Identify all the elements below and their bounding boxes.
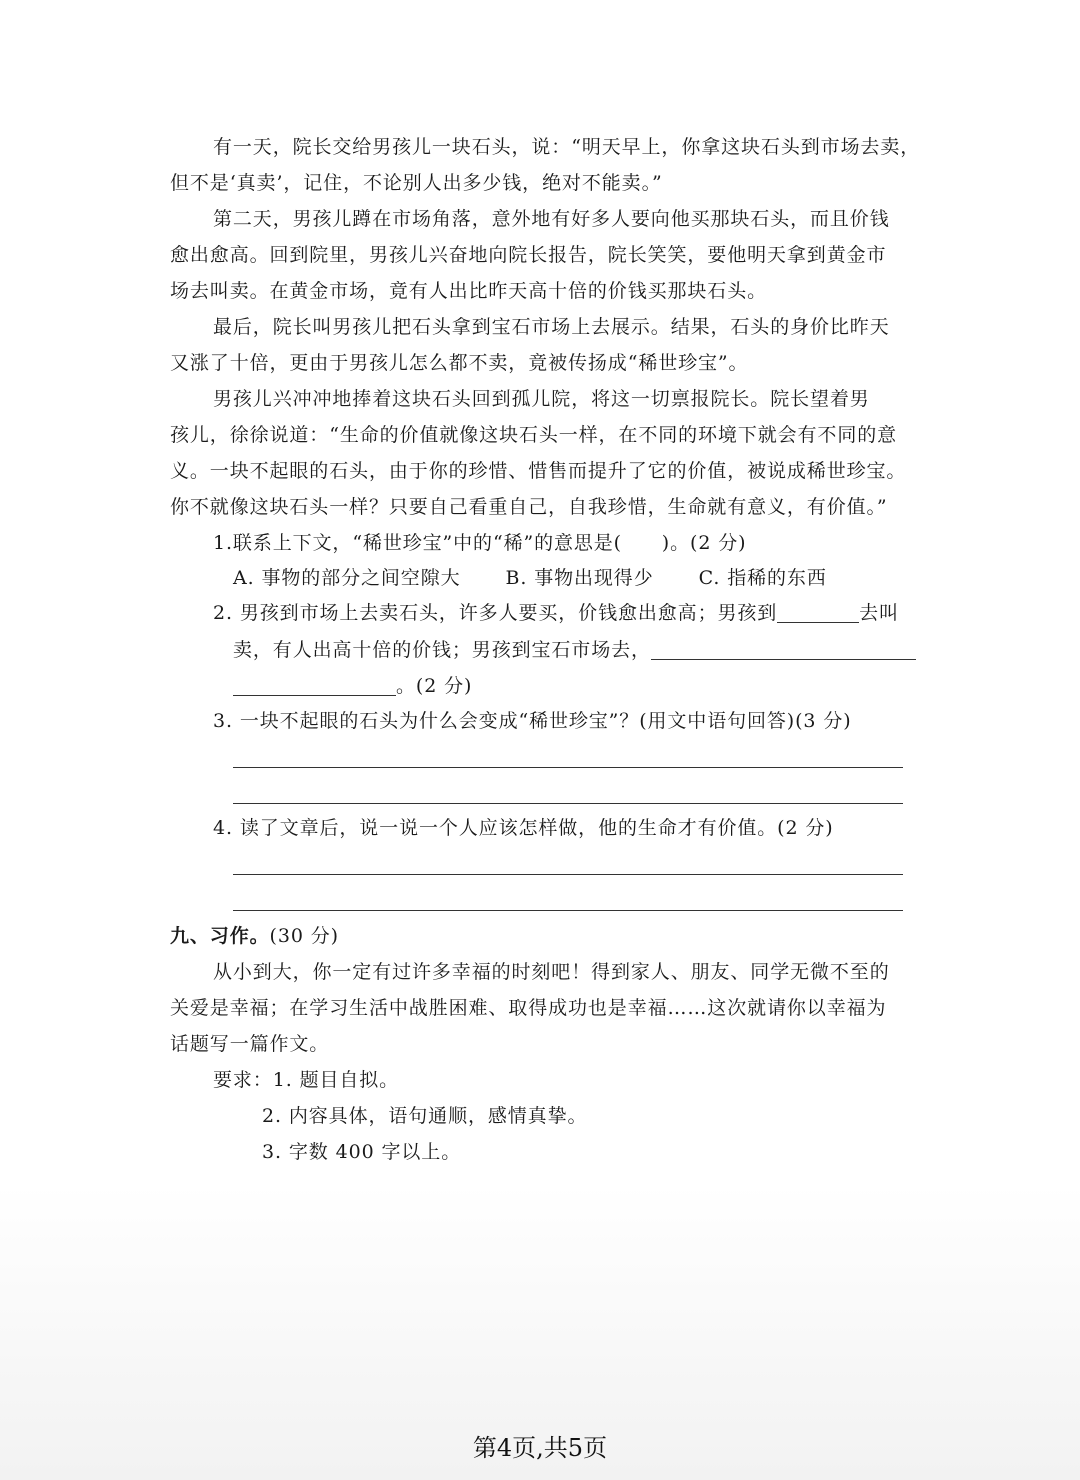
answer-line[interactable] xyxy=(233,874,903,875)
passage-line: 有一天，院长交给男孩儿一块石头，说：“明天早上，你拿这块石头到市场去卖， xyxy=(213,136,921,158)
question-2-text: 2. 男孩到市场上去卖石头，许多人要买，价钱愈出愈高；男孩到 xyxy=(213,602,778,624)
requirement-line: 3. 字数 400 字以上。 xyxy=(262,1141,462,1163)
passage-line: 男孩儿兴冲冲地捧着这块石头回到孤儿院，将这一切禀报院长。院长望着男 xyxy=(213,388,870,410)
requirement-line: 要求：1. 题目自拟。 xyxy=(213,1069,400,1091)
passage-line: 你不就像这块石头一样？只要自己看重自己，自我珍惜，生命就有意义，有价值。” xyxy=(170,496,888,518)
passage-line: 义。一块不起眼的石头，由于你的珍惜、惜售而提升了它的价值，被说成稀世珍宝。 xyxy=(170,460,907,482)
answer-line[interactable] xyxy=(233,767,903,768)
answer-line[interactable] xyxy=(233,803,903,804)
requirement-line: 2. 内容具体，语句通顺，感情真挚。 xyxy=(262,1105,588,1127)
answer-line[interactable] xyxy=(233,910,903,911)
passage-line: 但不是‘真卖’，记住，不论别人出多少钱，绝对不能卖。” xyxy=(170,172,663,194)
question-4: 4. 读了文章后，说一说一个人应该怎样做，他的生命才有价值。(2 分) xyxy=(213,817,834,839)
passage-line: 第二天，男孩儿蹲在市场角落，意外地有好多人要向他买那块石头，而且价钱 xyxy=(213,208,890,230)
composition-prompt-line: 从小到大，你一定有过许多幸福的时刻吧！得到家人、朋友、同学无微不至的 xyxy=(213,961,890,983)
page-number: 第4页,共5页 xyxy=(472,1434,608,1462)
section-points: (30 分) xyxy=(269,925,339,947)
question-2-text: 卖，有人出高十倍的价钱；男孩到宝石市场去， xyxy=(233,639,651,661)
section-heading xyxy=(170,918,905,954)
composition-prompt-line: 关爱是幸福；在学习生活中战胜困难、取得成功也是幸福……这次就请你以幸福为 xyxy=(170,997,887,1019)
answer-blank-3[interactable] xyxy=(233,673,396,696)
question-2-line-3 xyxy=(233,668,905,704)
option-c[interactable]: C. 指稀的东西 xyxy=(698,567,827,589)
question-2 xyxy=(213,595,905,631)
composition-prompt-line: 话题写一篇作文。 xyxy=(170,1033,330,1055)
passage-line: 愈出愈高。回到院里，男孩儿兴奋地向院长报告，院长笑笑，要他明天拿到黄金市 xyxy=(170,244,887,266)
question-1: 1.联系上下文，“稀世珍宝”中的“稀”的意思是( )。(2 分) xyxy=(213,532,747,554)
answer-blank-1[interactable] xyxy=(777,600,859,623)
answer-blank-2[interactable] xyxy=(651,637,916,660)
passage-line: 又涨了十倍，更由于男孩儿怎么都不卖，竟被传扬成“稀世珍宝”。 xyxy=(170,352,749,374)
passage-line: 场去叫卖。在黄金市场，竟有人出比昨天高十倍的价钱买那块石头。 xyxy=(170,280,768,302)
question-2-text-cont: 去叫 xyxy=(859,602,899,624)
passage-line: 孩儿，徐徐说道：“生命的价值就像这块石头一样，在不同的环境下就会有不同的意 xyxy=(170,424,898,446)
question-1-options xyxy=(233,560,905,596)
question-2-line-2 xyxy=(233,632,905,668)
question-2-points: 。(2 分) xyxy=(396,675,473,697)
passage-line: 最后，院长叫男孩儿把石头拿到宝石市场上去展示。结果，石头的身价比昨天 xyxy=(213,316,890,338)
question-3: 3. 一块不起眼的石头为什么会变成“稀世珍宝”？(用文中语句回答)(3 分) xyxy=(213,710,852,732)
option-b[interactable]: B. 事物出现得少 xyxy=(505,567,654,589)
option-a[interactable]: A. 事物的部分之间空隙大 xyxy=(233,567,461,589)
section-title: 九、习作。 xyxy=(170,925,270,947)
